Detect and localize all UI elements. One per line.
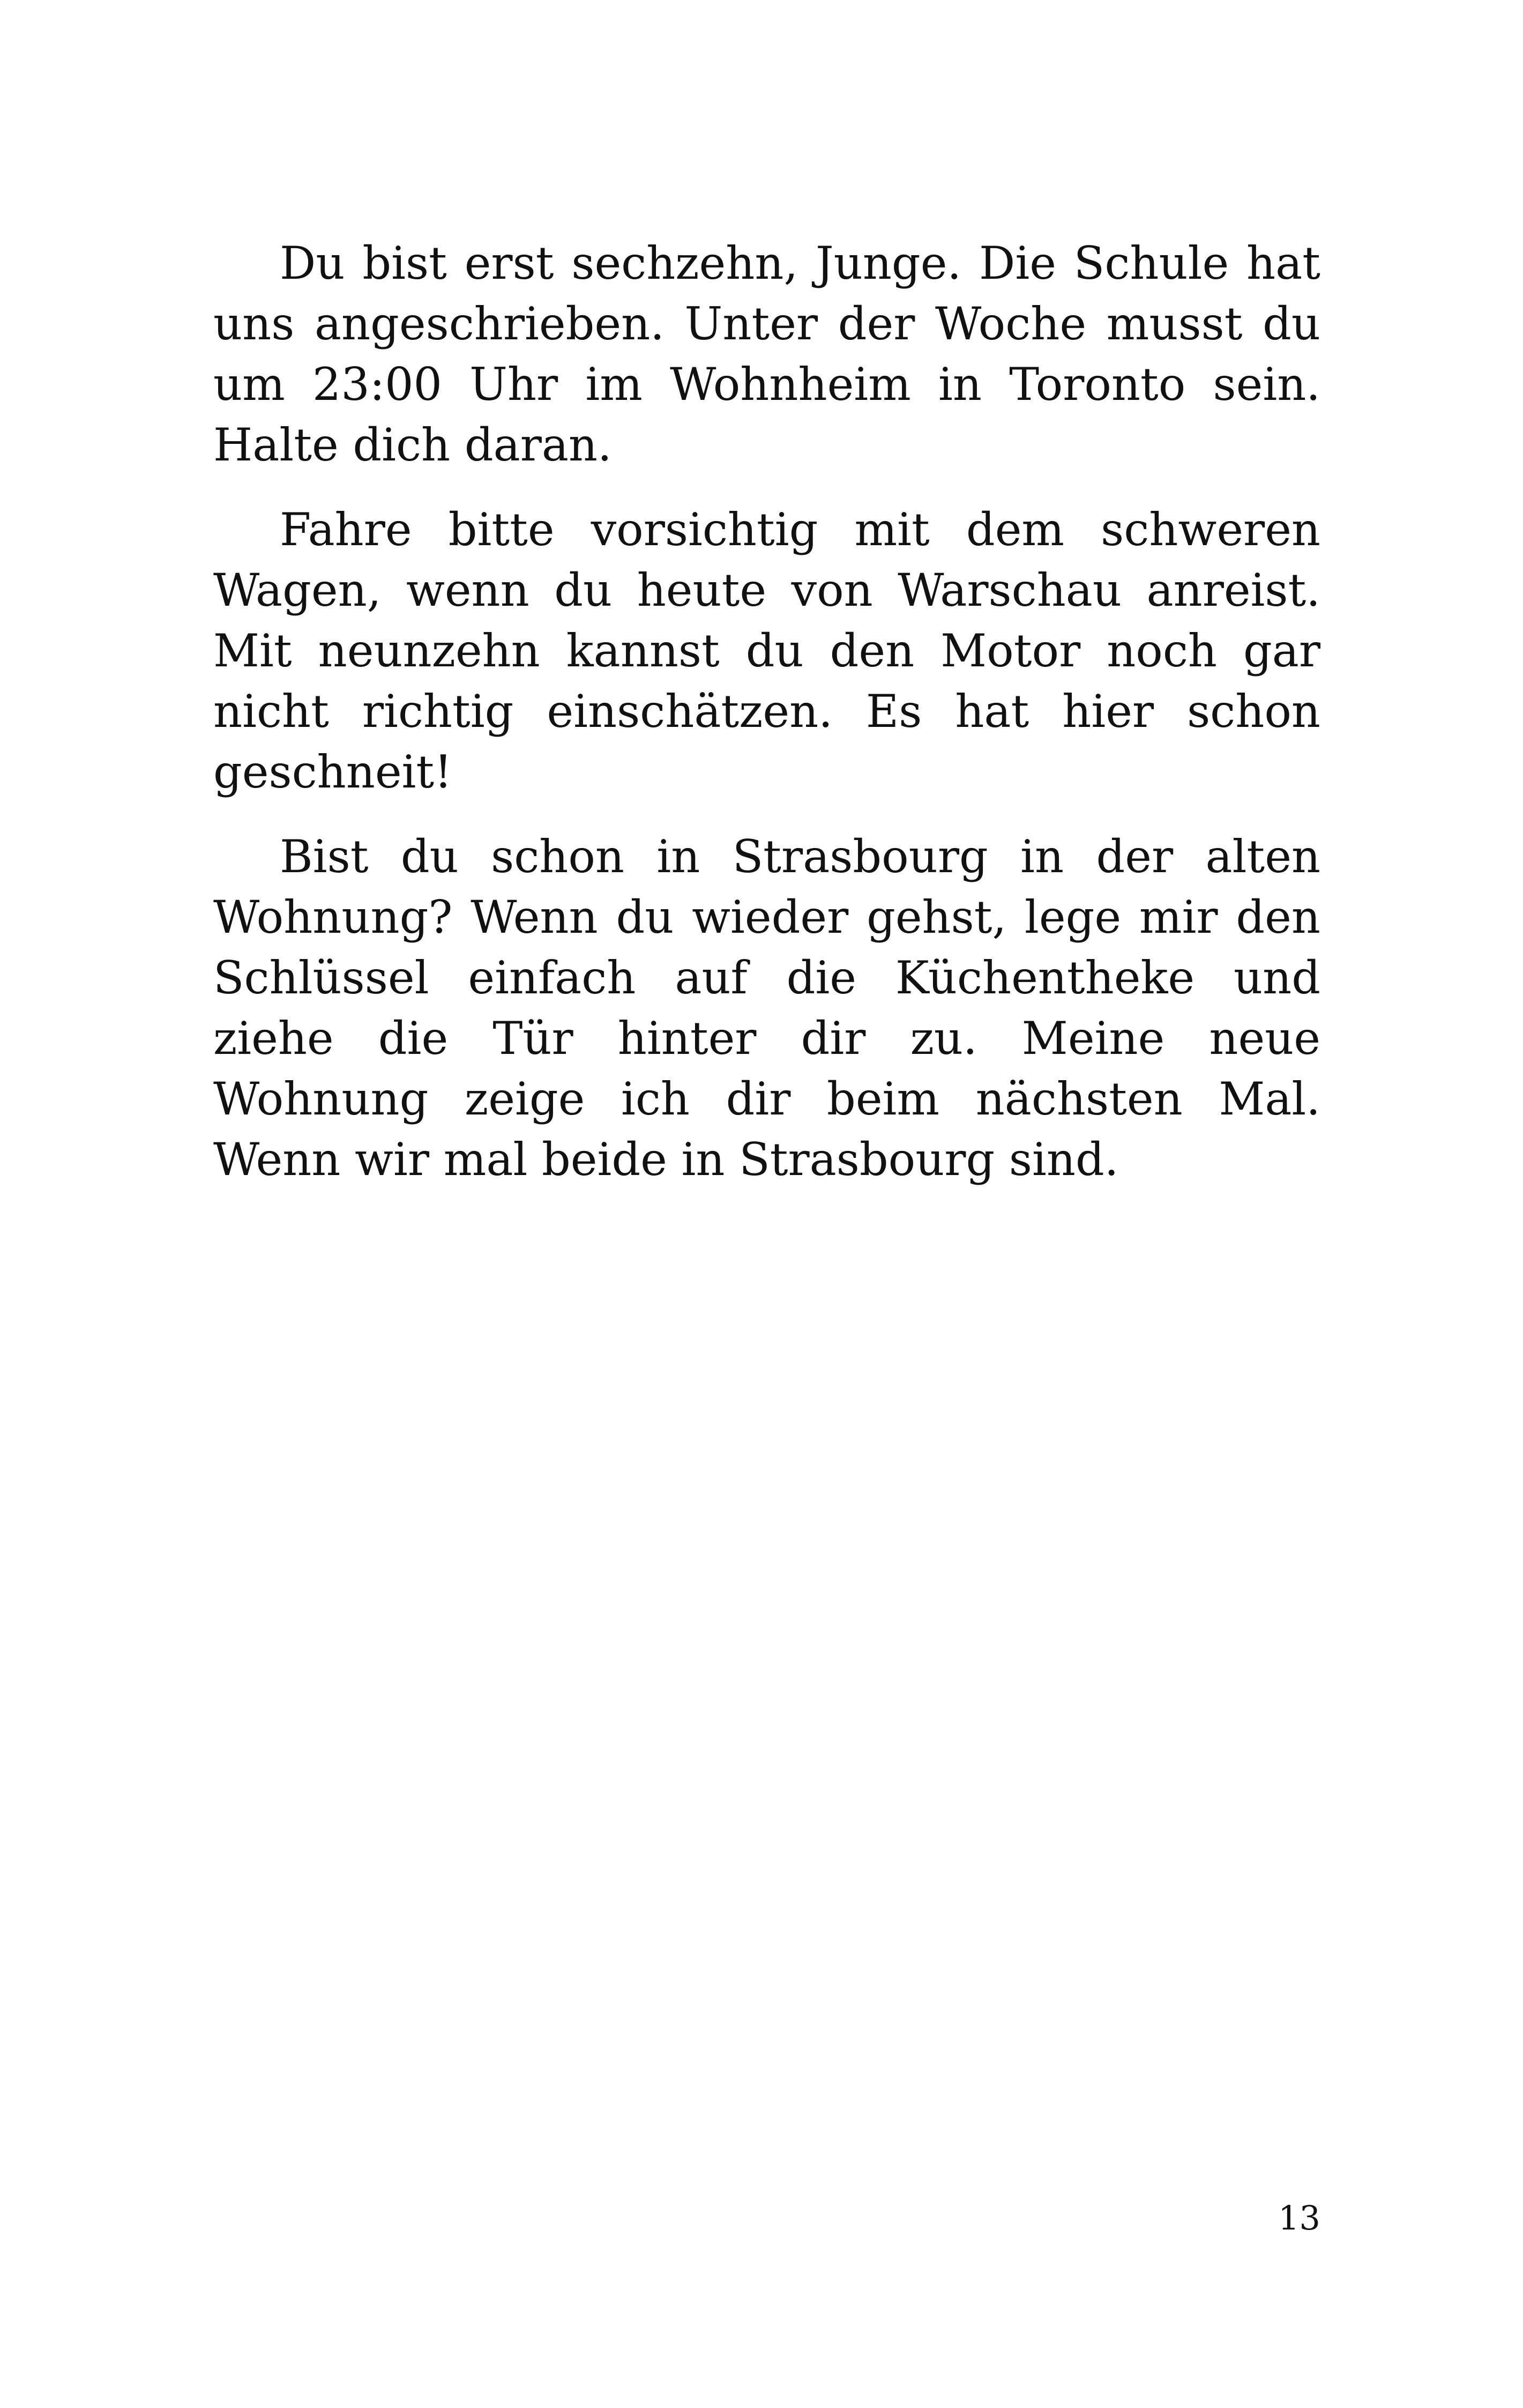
paragraph-1: Du bist erst sechzehn, Junge. Die Schule hat uns angeschrieben. Unter der Woche musst du um 23:00 Uhr im Wohnheim in Toronto sein. Halte dich daran.: [213, 237, 1320, 471]
page-number: 13: [1278, 2198, 1320, 2238]
paragraph-2: Fahre bitte vorsichtig mit dem schweren Wagen, wenn du heute von Warschau anreist. Mit neunzehn kannst du den Motor noch gar nicht richtig einschätzen. Es hat hier schon geschneit!: [213, 503, 1320, 798]
paragraph-3: Bist du schon in Strasbourg in der alten Wohnung? Wenn du wieder gehst, lege mir den Schlüssel einfach auf die Küchentheke und ziehe die Tür hinter dir zu. Meine neue Wohnung zeige ich dir beim nächsten Mal. Wenn wir mal beide in Strasbourg sind.: [213, 830, 1320, 1186]
body-text: [213, 233, 1320, 1214]
